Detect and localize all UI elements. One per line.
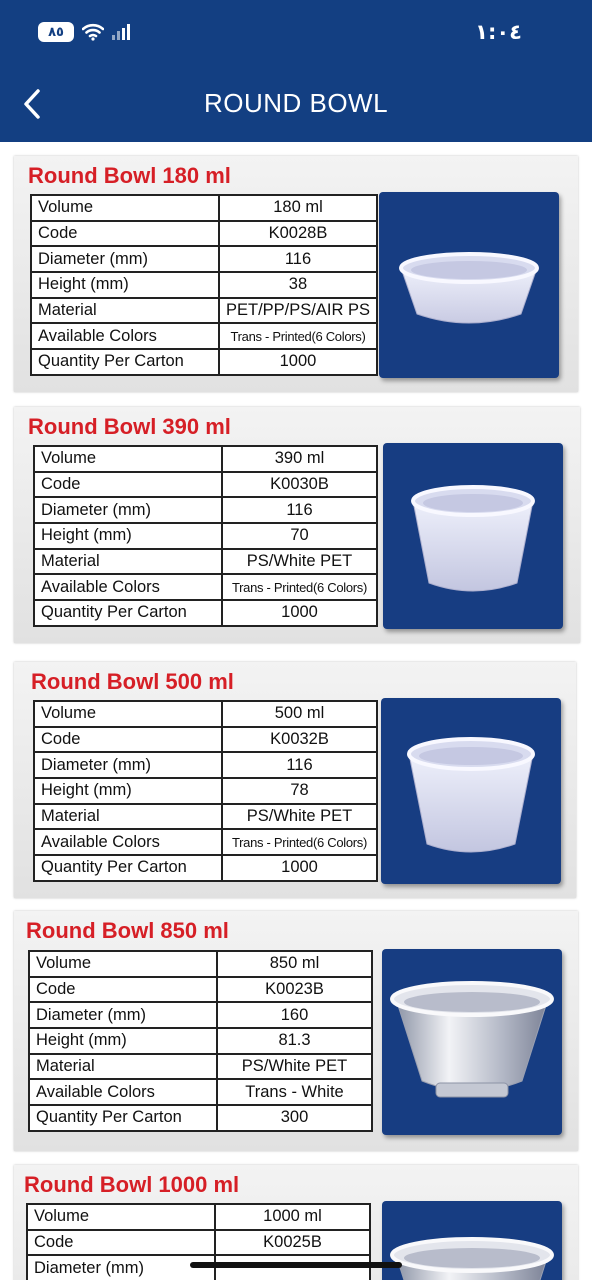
spec-label: Material bbox=[31, 298, 219, 324]
table-row bbox=[31, 195, 377, 221]
spec-label: Material bbox=[34, 549, 222, 575]
spec-value: 1000 bbox=[222, 600, 377, 626]
spec-value: 38 bbox=[219, 272, 377, 298]
spec-label: Height (mm) bbox=[34, 523, 222, 549]
spec-value: K0028B bbox=[219, 221, 377, 247]
table-row bbox=[34, 727, 377, 753]
table-row bbox=[31, 221, 377, 247]
spec-label: Material bbox=[34, 804, 222, 830]
table-row bbox=[34, 855, 377, 881]
spec-label: Available Colors bbox=[34, 829, 222, 855]
table-row bbox=[34, 804, 377, 830]
product-image bbox=[379, 192, 559, 378]
spec-label: Volume bbox=[27, 1204, 215, 1230]
deep-bowl-icon bbox=[383, 443, 563, 629]
page-title: ROUND BOWL bbox=[203, 88, 389, 118]
spec-value: Trans - Printed(6 Colors) bbox=[219, 323, 377, 349]
spec-label: Volume bbox=[31, 195, 219, 221]
table-row bbox=[34, 523, 377, 549]
spec-value: K0030B bbox=[222, 472, 377, 498]
status-bar-left bbox=[38, 22, 130, 42]
table-row bbox=[34, 778, 377, 804]
table-row bbox=[31, 298, 377, 324]
table-row bbox=[29, 1054, 372, 1080]
spec-table bbox=[33, 700, 378, 882]
table-row bbox=[34, 829, 377, 855]
spec-label: Height (mm) bbox=[34, 778, 222, 804]
spec-label: Diameter (mm) bbox=[29, 1002, 217, 1028]
table-row bbox=[34, 701, 377, 727]
spec-value: Trans - Printed(6 Colors) bbox=[222, 574, 377, 600]
product-card bbox=[14, 662, 576, 898]
spec-value: PS/White PET bbox=[222, 804, 377, 830]
spec-label: Material bbox=[29, 1054, 217, 1080]
spec-label: Quantity Per Carton bbox=[29, 1105, 217, 1131]
spec-label: Available Colors bbox=[31, 323, 219, 349]
spec-label: Volume bbox=[34, 701, 222, 727]
spec-value: 1000 bbox=[222, 855, 377, 881]
spec-value: 300 bbox=[217, 1105, 372, 1131]
product-image bbox=[382, 949, 562, 1135]
product-title: Round Bowl 390 ml bbox=[28, 414, 231, 439]
signal-icon bbox=[112, 24, 130, 40]
spec-table bbox=[33, 445, 378, 627]
table-row bbox=[34, 574, 377, 600]
spec-label: Diameter (mm) bbox=[31, 246, 219, 272]
spec-label: Volume bbox=[34, 446, 222, 472]
spec-value: 81.3 bbox=[217, 1028, 372, 1054]
spec-label: Height (mm) bbox=[31, 272, 219, 298]
spec-value: 116 bbox=[219, 246, 377, 272]
table-row bbox=[29, 1002, 372, 1028]
deep-bowl-icon bbox=[381, 698, 561, 884]
spec-value: 390 ml bbox=[222, 446, 377, 472]
product-title: Round Bowl 850 ml bbox=[26, 918, 229, 943]
product-card bbox=[14, 911, 578, 1151]
table-row bbox=[34, 549, 377, 575]
spec-label: Quantity Per Carton bbox=[34, 600, 222, 626]
spec-label: Code bbox=[34, 727, 222, 753]
spec-value: 116 bbox=[222, 752, 377, 778]
table-row bbox=[29, 1105, 372, 1131]
product-image bbox=[383, 443, 563, 629]
product-card bbox=[14, 156, 578, 392]
table-row bbox=[31, 349, 377, 375]
status-time: ١:٠٤ bbox=[475, 20, 522, 44]
spec-label: Code bbox=[34, 472, 222, 498]
spec-value: 1000 ml bbox=[215, 1204, 370, 1230]
table-row bbox=[27, 1204, 370, 1230]
spec-value: 180 ml bbox=[219, 195, 377, 221]
spec-label: Code bbox=[31, 221, 219, 247]
spec-value: 160 bbox=[217, 1002, 372, 1028]
product-image bbox=[382, 1201, 562, 1280]
table-row bbox=[34, 752, 377, 778]
spec-table bbox=[28, 950, 373, 1132]
spec-value: 850 ml bbox=[217, 951, 372, 977]
product-title: Round Bowl 180 ml bbox=[28, 163, 231, 188]
table-row bbox=[34, 446, 377, 472]
spec-value: Trans - Printed(6 Colors) bbox=[222, 829, 377, 855]
wide-bowl-icon bbox=[382, 1201, 562, 1280]
table-row bbox=[34, 472, 377, 498]
table-row bbox=[29, 951, 372, 977]
table-row bbox=[31, 246, 377, 272]
spec-label: Available Colors bbox=[34, 574, 222, 600]
spec-label: Quantity Per Carton bbox=[34, 855, 222, 881]
spec-value: PET/PP/PS/AIR PS bbox=[219, 298, 377, 324]
spec-label: Available Colors bbox=[29, 1079, 217, 1105]
battery-icon: ٨٥ bbox=[38, 22, 74, 42]
product-title: Round Bowl 500 ml bbox=[31, 669, 234, 694]
table-row bbox=[31, 323, 377, 349]
table-row bbox=[34, 497, 377, 523]
shallow-bowl-icon bbox=[379, 192, 559, 378]
spec-value: 1000 bbox=[219, 349, 377, 375]
app-header bbox=[0, 0, 592, 142]
spec-value: K0023B bbox=[217, 977, 372, 1003]
product-image bbox=[381, 698, 561, 884]
table-row bbox=[27, 1230, 370, 1256]
spec-label: Code bbox=[29, 977, 217, 1003]
spec-value: PS/White PET bbox=[222, 549, 377, 575]
wifi-icon bbox=[82, 23, 104, 41]
spec-label: Volume bbox=[29, 951, 217, 977]
table-row bbox=[34, 600, 377, 626]
spec-value: K0025B bbox=[215, 1230, 370, 1256]
spec-label: Code bbox=[27, 1230, 215, 1256]
spec-value: Trans - White bbox=[217, 1079, 372, 1105]
spec-table bbox=[26, 1203, 371, 1280]
spec-value: K0032B bbox=[222, 727, 377, 753]
spec-value: 500 ml bbox=[222, 701, 377, 727]
spec-label: Diameter (mm) bbox=[27, 1255, 215, 1280]
spec-label: Diameter (mm) bbox=[34, 497, 222, 523]
spec-value: 70 bbox=[222, 523, 377, 549]
spec-value: 116 bbox=[222, 497, 377, 523]
spec-table bbox=[30, 194, 378, 376]
home-indicator[interactable] bbox=[190, 1262, 402, 1268]
spec-value: PS/White PET bbox=[217, 1054, 372, 1080]
table-row bbox=[29, 1079, 372, 1105]
table-row bbox=[29, 977, 372, 1003]
spec-value: 78 bbox=[222, 778, 377, 804]
wide-bowl-icon bbox=[382, 949, 562, 1135]
spec-label: Quantity Per Carton bbox=[31, 349, 219, 375]
spec-label: Diameter (mm) bbox=[34, 752, 222, 778]
product-card bbox=[14, 407, 580, 643]
table-row bbox=[31, 272, 377, 298]
table-row bbox=[29, 1028, 372, 1054]
spec-label: Height (mm) bbox=[29, 1028, 217, 1054]
product-title: Round Bowl 1000 ml bbox=[24, 1172, 240, 1197]
product-list[interactable] bbox=[0, 142, 592, 1280]
